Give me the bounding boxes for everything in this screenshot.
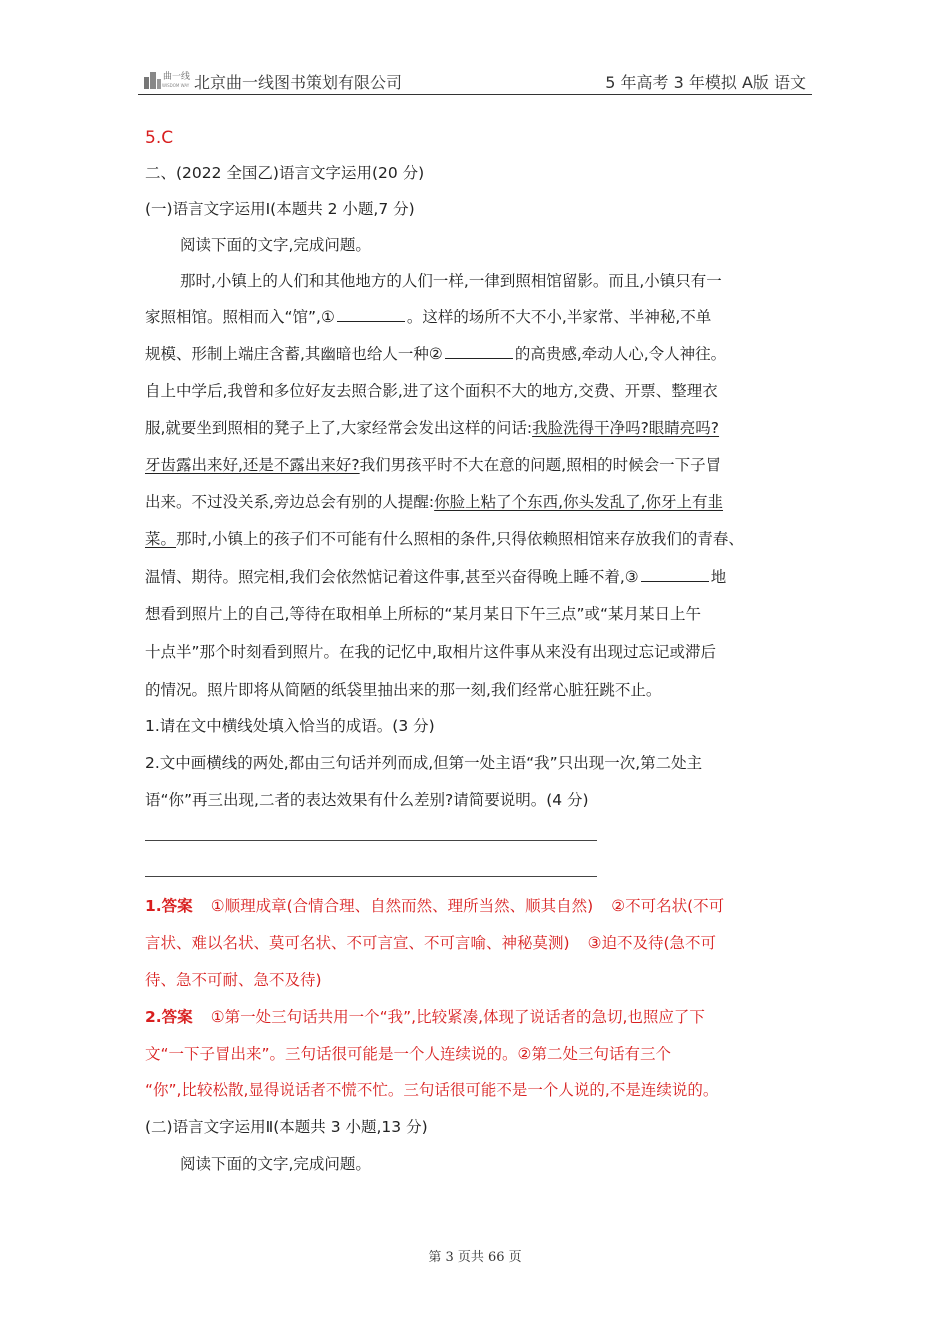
blank-2 (445, 344, 513, 359)
underlined-text: 牙齿露出来好,还是不露出来好? (145, 456, 360, 474)
answer-1: 1.答案 ①顺理成章(合情合理、自然而然、理所当然、顺其自然) ②不可名状(不可 (145, 897, 725, 915)
answer-2-cont: “你”,比较松散,显得说话者不慌不忙。三句话很可能不是一个人说的,不是连续说的。 (145, 1081, 719, 1099)
svg-text:WISDOM WAY: WISDOM WAY (162, 83, 190, 88)
page-number: 第 3 页共 66 页 (428, 1250, 522, 1265)
company-logo-icon (142, 67, 198, 91)
answer-line[interactable] (145, 876, 597, 877)
answer-1-cont: 言状、难以名状、莫可名状、不可言宣、不可言喻、神秘莫测) ③迫不及待(急不可 (145, 934, 717, 952)
passage-line: 规模、形制上端庄含蓄,其幽暗也给人一种② 的高贵感,牵动人心,令人神往。 (145, 345, 727, 363)
answer-1-cont: 待、急不可耐、急不及待) (145, 971, 322, 989)
blank-3 (641, 567, 709, 582)
instruction: 阅读下面的文字,完成问题。 (180, 1155, 371, 1173)
company-name: 北京曲一线图书策划有限公司 (194, 73, 403, 92)
passage-line: 出来。不过没关系,旁边总会有别的人提醒:你脸上粘了个东西,你头发乱了,你牙上有韭 (145, 493, 724, 511)
question-1: 1.请在文中横线处填入恰当的成语。(3 分) (145, 717, 435, 735)
passage-line: 那时,小镇上的人们和其他地方的人们一样,一律到照相馆留影。而且,小镇只有一 (180, 272, 722, 290)
answer-line[interactable] (145, 840, 597, 841)
part1-title: (一)语言文字运用Ⅰ(本题共 2 小题,7 分) (145, 200, 415, 218)
passage-line: 十点半”那个时刻看到照片。在我的记忆中,取相片这件事从来没有出现过忘记或滞后 (145, 643, 716, 661)
blank-1 (337, 307, 405, 322)
page-header (138, 64, 812, 95)
section-title: 二、(2022 全国乙)语言文字运用(20 分) (145, 164, 425, 182)
passage-line: 菜。那时,小镇上的孩子们不可能有什么照相的条件,只得依赖照相馆来存放我们的青春、 (145, 530, 744, 548)
passage-line: 的情况。照片即将从简陋的纸袋里抽出来的那一刻,我们经常心脏狂跳不止。 (145, 681, 662, 699)
book-title: 5 年高考 3 年模拟 A版 语文 (605, 73, 806, 92)
passage-line: 牙齿露出来好,还是不露出来好?我们男孩平时不大在意的问题,照相的时候会一下子冒 (145, 456, 722, 474)
underlined-text: 我脸洗得干净吗?眼睛亮吗? (532, 419, 720, 437)
part2-title: (二)语言文字运用Ⅱ(本题共 3 小题,13 分) (145, 1118, 428, 1136)
passage-line: 服,就要坐到照相的凳子上了,大家经常会发出这样的问话:我脸洗得干净吗?眼睛亮吗? (145, 419, 720, 437)
answer-2: 2.答案 ①第一处三句话共用一个“我”,比较紧凑,体现了说话者的急切,也照应了下 (145, 1008, 705, 1026)
passage-line: 家照相馆。照相而入“馆”,① 。这样的场所不大不小,半家常、半神秘,不单 (145, 308, 712, 326)
svg-text:曲一线: 曲一线 (163, 72, 191, 82)
question-2: 2.文中画横线的两处,都由三句话并列而成,但第一处主语“我”只出现一次,第二处主 (145, 754, 703, 772)
passage-line: 自上中学后,我曾和多位好友去照合影,进了这个面积不大的地方,交费、开票、整理衣 (145, 382, 718, 400)
passage-line: 温情、期待。照完相,我们会依然惦记着这件事,甚至兴奋得晚上睡不着,③ 地 (145, 568, 727, 586)
underlined-text: 你脸上粘了个东西,你头发乱了,你牙上有韭 (434, 493, 724, 511)
answer-5: 5.C (145, 128, 174, 148)
instruction: 阅读下面的文字,完成问题。 (180, 236, 371, 254)
question-2-cont: 语“你”再三出现,二者的表达效果有什么差别?请简要说明。(4 分) (145, 791, 589, 809)
underlined-text: 菜。 (145, 530, 177, 548)
passage-line: 想看到照片上的自己,等待在取相单上所标的“某月某日下午三点”或“某月某日上午 (145, 605, 702, 623)
answer-2-cont: 文“一下子冒出来”。三句话很可能是一个人连续说的。②第二处三句话有三个 (145, 1045, 671, 1063)
